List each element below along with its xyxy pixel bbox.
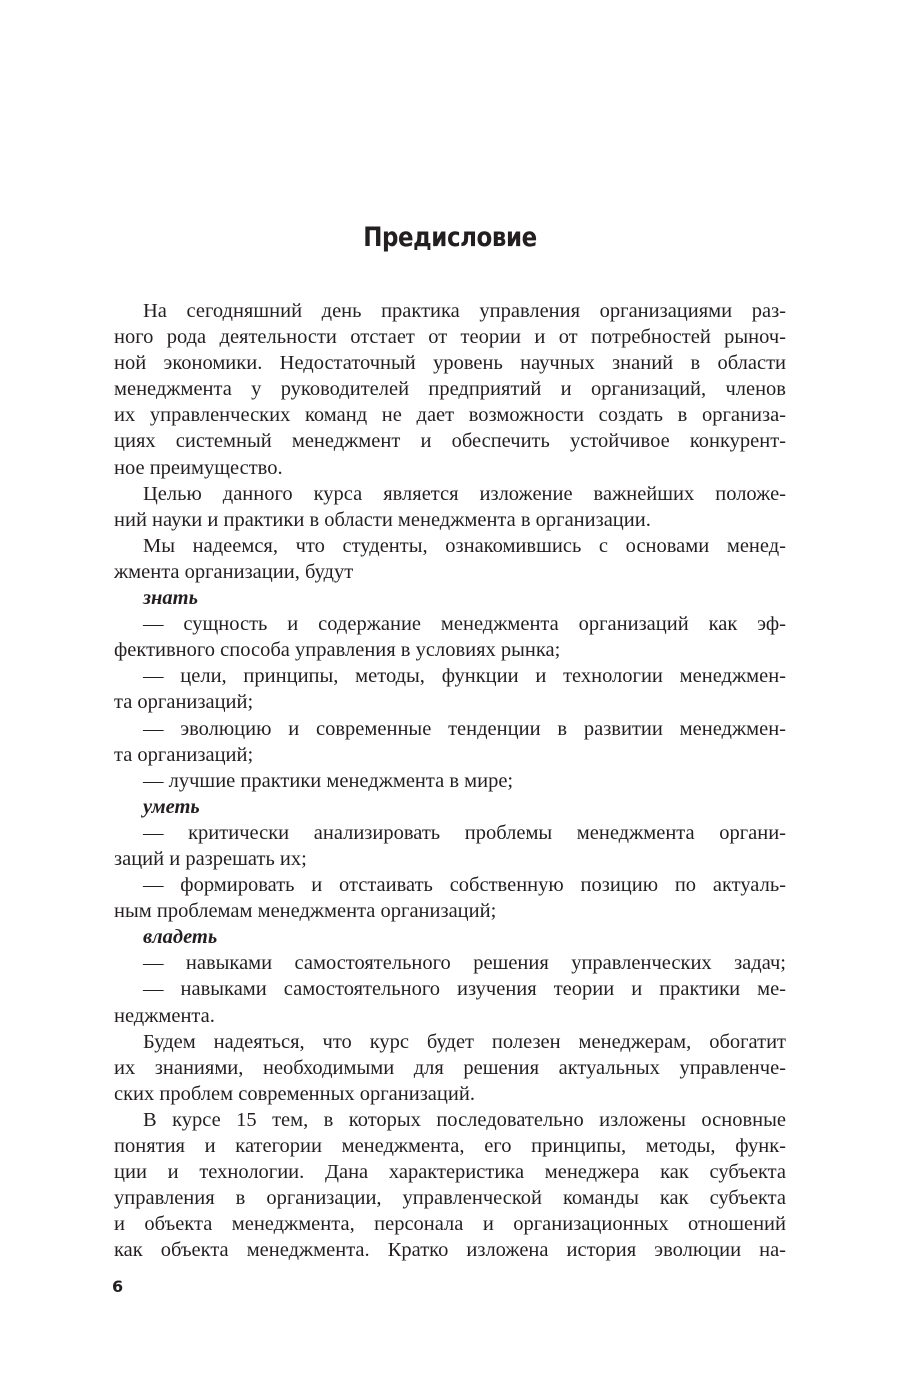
- text-line: ного рода деятельности отстает от теории и от потребностей рыноч-: [114, 326, 786, 349]
- text-line: На сегодняшний день практика управления организациями раз-: [143, 300, 786, 322]
- text-line: менеджмента у руководителей предприятий и организаций, членов: [114, 378, 786, 401]
- text-line: их знаниями, необходимыми для решения актуальных управленче-: [114, 1056, 786, 1079]
- section-label-master: владеть: [143, 926, 218, 949]
- text-line: Целью данного курса является изложение важнейших положе-: [143, 482, 786, 505]
- page-number: 6: [112, 1277, 124, 1296]
- text-line: фективного способа управления в условиях рынка;: [114, 639, 561, 662]
- text-line: их управленческих команд не дает возможности создать в организа-: [114, 404, 786, 427]
- text-line: понятия и категории менеджмента, его принципы, методы, функ-: [114, 1135, 786, 1157]
- text-line: циях системный менеджмент и обеспечить устойчивое конкурент-: [114, 430, 786, 453]
- text-line: жмента организации, будут: [114, 560, 354, 583]
- text-line: ное преимущество.: [114, 456, 283, 479]
- list-item: — навыками самостоятельного решения управленческих задач;: [143, 952, 786, 975]
- text-line: Мы надеемся, что студенты, ознакомившись с основами менед-: [143, 534, 786, 557]
- list-item: — цели, принципы, методы, функции и технологии менеджмен-: [143, 665, 786, 688]
- text-line: В курсе 15 тем, в которых последовательно изложены основные: [143, 1108, 786, 1131]
- body-text: [114, 298, 786, 1263]
- text-line: ний науки и практики в области менеджмента в организации.: [114, 508, 651, 531]
- text-line: и объекта менеджмента, персонала и организационных отношений: [114, 1213, 786, 1236]
- section-label-be-able: уметь: [143, 795, 200, 818]
- page-title: Предисловие: [363, 222, 537, 253]
- list-item: — навыками самостоятельного изучения теории и практики ме-: [143, 978, 786, 1001]
- list-item: — критически анализировать проблемы менеджмента органи-: [143, 821, 786, 844]
- text-line: та организаций;: [114, 743, 254, 766]
- text-line: неджмента.: [114, 1004, 215, 1027]
- text-line: ной экономики. Недостаточный уровень научных знаний в области: [114, 352, 786, 375]
- list-item: — сущность и содержание менеджмента организаций как эф-: [143, 613, 786, 636]
- text-line: ным проблемам менеджмента организаций;: [114, 900, 497, 923]
- text-line: Будем надеяться, что курс будет полезен менеджерам, обогатит: [143, 1030, 786, 1053]
- text-line: заций и разрешать их;: [114, 847, 307, 870]
- list-item: — формировать и отстаивать собственную позицию по актуаль-: [143, 874, 786, 897]
- text-line: ции и технологии. Дана характеристика менеджера как субъекта: [114, 1161, 786, 1184]
- list-item: — эволюцию и современные тенденции в развитии менеджмен-: [143, 717, 786, 740]
- list-item: — лучшие практики менеджмента в мире;: [143, 769, 514, 792]
- text-line: ских проблем современных организаций.: [114, 1082, 475, 1105]
- text-line: управления в организации, управленческой команды как субъекта: [114, 1187, 786, 1210]
- section-label-know: знать: [143, 587, 198, 610]
- text-line: как объекта менеджмента. Кратко изложена история эволюции на-: [114, 1239, 786, 1262]
- text-line: та организаций;: [114, 691, 254, 714]
